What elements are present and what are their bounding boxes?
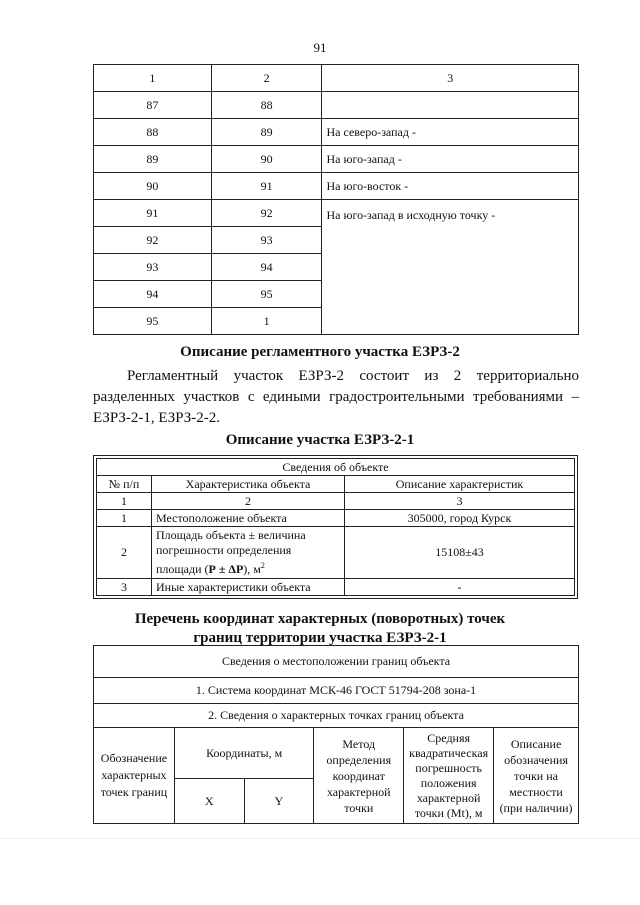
table-row: [94, 646, 579, 678]
table-caption-row: [97, 459, 575, 476]
to-point: 91: [211, 173, 322, 200]
to-point: 92: [211, 200, 322, 227]
page-number: 91: [313, 40, 327, 55]
coordinates-title: [0, 610, 640, 648]
row-number: 2: [97, 527, 152, 579]
table-row: [97, 579, 575, 596]
header-line: точки на: [514, 768, 558, 783]
section-title: Описание регламентного участка ЕЗРЗ-2: [180, 344, 460, 360]
header-line: точек границ: [100, 785, 168, 799]
table-header-row: [94, 728, 579, 779]
header-cell: № п/п: [97, 476, 152, 493]
numbering-row: [97, 493, 575, 510]
header-line: точки (Mt), м: [414, 805, 483, 820]
name-line: Площадь объекта ± величина: [156, 528, 306, 542]
to-point: 1: [211, 308, 322, 335]
formula: Р ± ΔР: [208, 562, 244, 576]
header-line: погрешность: [415, 760, 482, 775]
table-header-row: [97, 476, 575, 493]
header-line: характерной: [416, 790, 481, 805]
to-point: 89: [211, 119, 322, 146]
to-point: 95: [211, 281, 322, 308]
coordinates-title-line: Перечень координат характерных (поворотных) точек: [134, 611, 506, 627]
object-table-frame: [93, 455, 578, 599]
characteristic-name: Местоположение объекта: [152, 510, 345, 527]
characteristic-value: 15108±43: [345, 527, 575, 579]
to-point: 90: [211, 146, 322, 173]
header-line: Метод: [342, 736, 376, 751]
header-line: точки: [344, 800, 374, 815]
coordinates-title-line: границ территории участка ЕЗРЗ-2-1: [193, 630, 447, 646]
points-info-cell: 2. Сведения о характерных точках границ объекта: [94, 704, 579, 728]
x-header: X: [174, 779, 244, 824]
to-point: 93: [211, 227, 322, 254]
coordinates-header: Координаты, м: [174, 728, 313, 779]
numbering-cell: 3: [345, 493, 575, 510]
header-line: квадратическая: [409, 745, 489, 760]
scan-artifact: [0, 838, 640, 839]
table-row: [94, 92, 579, 119]
table-row: [94, 200, 579, 227]
coordinates-table: [93, 645, 579, 824]
header-line: Средняя: [427, 730, 471, 745]
from-point: 88: [94, 119, 212, 146]
characteristic-value: -: [345, 579, 575, 596]
header-cell: 1: [94, 65, 212, 92]
from-point: 90: [94, 173, 212, 200]
header-cell: 2: [211, 65, 322, 92]
from-point: 92: [94, 227, 212, 254]
numbering-cell: 2: [152, 493, 345, 510]
subsection-title: Описание участка ЕЗРЗ-2-1: [225, 432, 415, 448]
row-number: 1: [97, 510, 152, 527]
direction: На северо-запад -: [322, 119, 579, 146]
direction: [322, 92, 579, 119]
coordinate-system-cell: 1. Система координат МСК-46 ГОСТ 51794-208 зона-1: [94, 678, 579, 704]
table-row: [94, 173, 579, 200]
description-paragraph: [93, 366, 579, 429]
y-header: Y: [244, 779, 314, 824]
method-header: [314, 728, 404, 824]
to-point: 94: [211, 254, 322, 281]
table-row: [94, 704, 579, 728]
characteristic-name: Иные характеристики объекта: [152, 579, 345, 596]
header-line: (при наличии): [499, 800, 573, 815]
header-line: положения: [420, 775, 477, 790]
from-point: 89: [94, 146, 212, 173]
header-cell: Описание характеристик: [345, 476, 575, 493]
unit-superscript: 2: [260, 561, 265, 570]
header-line: определения: [326, 752, 392, 767]
header-line: характерных: [101, 768, 167, 782]
route-table: [93, 64, 579, 335]
location-info-cell: Сведения о местоположении границ объекта: [94, 646, 579, 678]
from-point: 91: [94, 200, 212, 227]
paragraph-text: Регламентный участок ЕЗРЗ-2 состоит из 2 территориально разделенных участков с едиными градостроительными требованиями – ЕЗРЗ-2-1, ЕЗРЗ-2-2.: [93, 368, 579, 426]
header-line: Описание: [510, 736, 562, 751]
header-line: Обозначение: [100, 751, 168, 765]
table-row: [94, 119, 579, 146]
from-point: 93: [94, 254, 212, 281]
header-line: характерной: [326, 784, 391, 799]
table-row: [97, 510, 575, 527]
characteristic-name: [152, 527, 345, 579]
designation-header: [94, 728, 175, 824]
direction: На юго-запад в исходную точку -: [322, 200, 579, 335]
name-line: площади (: [156, 562, 209, 576]
table-row: [97, 527, 575, 579]
from-point: 94: [94, 281, 212, 308]
to-point: 88: [211, 92, 322, 119]
direction: На юго-восток -: [322, 173, 579, 200]
header-line: местности: [509, 784, 563, 799]
accuracy-header: [404, 728, 494, 824]
table-caption: Сведения об объекте: [97, 459, 575, 476]
from-point: 95: [94, 308, 212, 335]
name-line: погрешности определения: [156, 543, 292, 557]
table-row: [94, 678, 579, 704]
numbering-cell: 1: [97, 493, 152, 510]
table-header-row: [94, 65, 579, 92]
from-point: 87: [94, 92, 212, 119]
header-cell: Характеристика объекта: [152, 476, 345, 493]
row-number: 3: [97, 579, 152, 596]
header-line: координат: [332, 768, 385, 783]
header-line: обозначения: [504, 752, 568, 767]
header-cell: 3: [322, 65, 579, 92]
table-row: [94, 146, 579, 173]
description-header: [494, 728, 579, 824]
characteristic-value: 305000, город Курск: [345, 510, 575, 527]
name-line: ), м: [243, 562, 261, 576]
direction: На юго-запад -: [322, 146, 579, 173]
object-table: [96, 458, 575, 596]
